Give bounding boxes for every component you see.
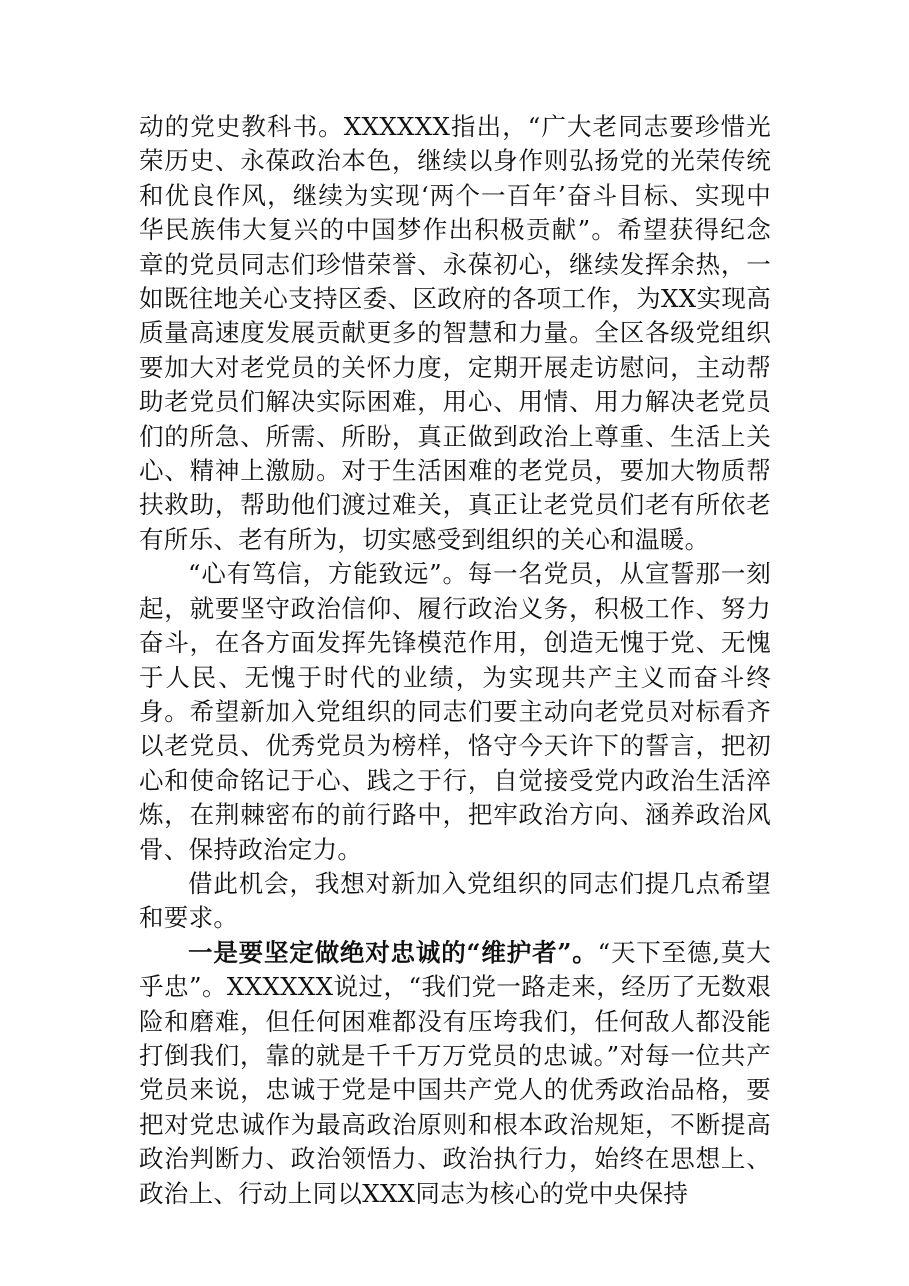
paragraph-loyalty [139,936,771,1211]
paragraph-faith [139,557,771,867]
document-page [139,110,771,1211]
paragraph-text: 动的党史教科书。XXXXXX指出，“广大老同志要珍惜光荣历史、永葆政治本色，继续以身作则弘扬党的光荣传统和优良作风，继续为实现‘两个一百年’奋斗目标、实现中华民族伟大复兴的中国梦作出积极贡献”。希望获得纪念章的党员同志们珍惜荣誉、永葆初心，继续发挥余热，一如既往地关心支持区委、区政府的各项工作，为XX实现高质量高速度发展贡献更多的智慧和力量。全区各级党组织要加大对老党员的关怀力度，定期开展走访慰问，主动帮助老党员们解决实际困难，用心、用情、用力解决老党员们的所急、所需、所盼，真正做到政治上尊重、生活上关心、精神上激励。对于生活困难的老党员，要加大物质帮扶救助，帮助他们渡过难关，真正让老党员们老有所依老有所乐、老有所为，切实感受到组织的关心和温暖。 [139,112,771,554]
paragraph-heading-bold: 一是要坚定做绝对忠诚的“维护者”。 [188,937,598,967]
paragraph-text: “天下至德,莫大乎忠”。XXXXXX说过，“我们党一路走来，经历了无数艰险和磨难，但任何困难都没有压垮我们，任何敌人都没能打倒我们，靠的就是千千万万党员的忠诚。”对每一位共产党员来说，忠诚于党是中国共产党人的优秀政治品格，要把对党忠诚作为最高政治原则和根本政治规矩，不断提高政治判断力、政治领悟力、政治执行力，始终在思想上、政治上、行动上同以XXX同志为核心的党中央保持 [139,937,771,1208]
paragraph-text: 借此机会，我想对新加入党组织的同志们提几点希望和要求。 [139,868,771,933]
paragraph-continuation [139,110,771,557]
paragraph-text: “心有笃信，方能致远”。每一名党员，从宣誓那一刻起，就要坚守政治信仰、履行政治义务，积极工作、努力奋斗，在各方面发挥先锋模范作用，创造无愧于党、无愧于人民、无愧于时代的业绩，为实现共产主义而奋斗终身。希望新加入党组织的同志们要主动向老党员对标看齐以老党员、优秀党员为榜样，恪守今天许下的誓言，把初心和使命铭记于心、践之于行，自觉接受党内政治生活淬炼，在荆棘密布的前行路中，把牢政治方向、涵养政治风骨、保持政治定力。 [139,559,771,864]
paragraph-opportunity [139,867,771,936]
